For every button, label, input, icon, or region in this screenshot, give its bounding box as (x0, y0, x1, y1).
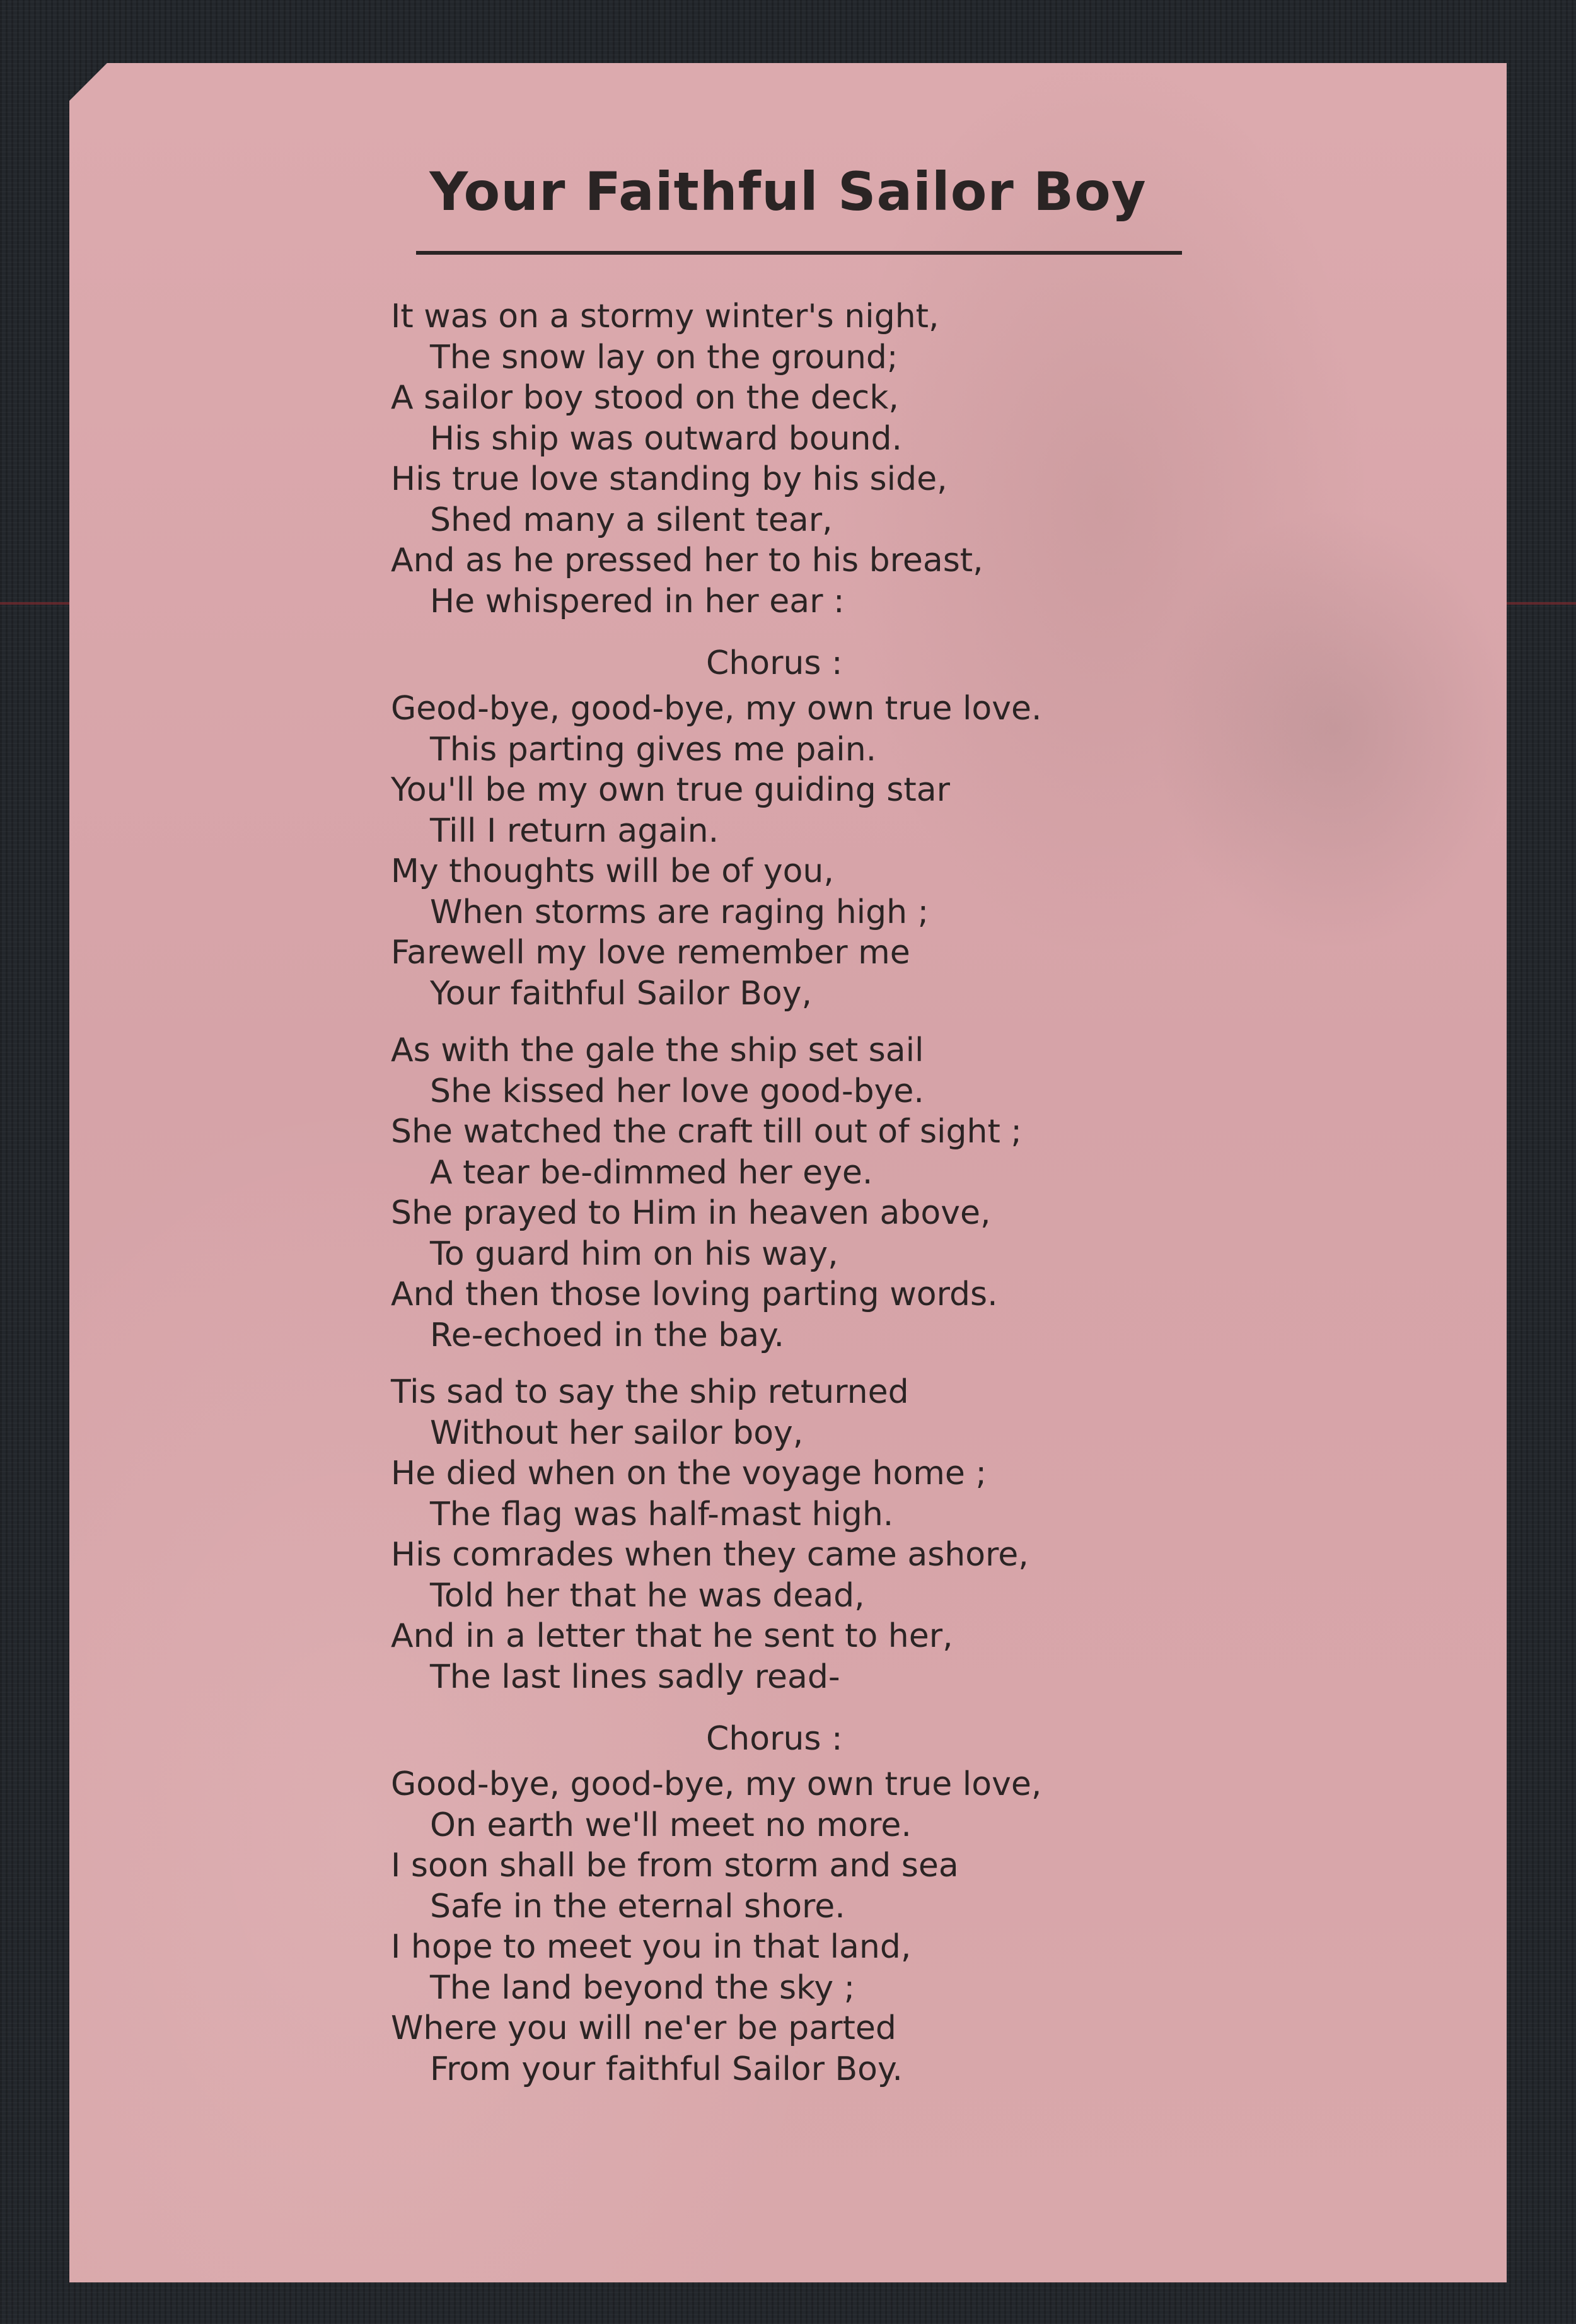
lyric-line: He died when on the voyage home ; (391, 1455, 987, 1492)
lyric-line: Good-bye, good-bye, my own true love, (391, 1765, 1042, 1803)
lyric-line: My thoughts will be of you, (391, 852, 834, 890)
lyric-line: To guard him on his way, (430, 1235, 838, 1273)
lyric-line: Without her sailor boy, (430, 1414, 804, 1452)
lyric-line: This parting gives me pain. (430, 730, 877, 769)
lyric-line: The flag was half-mast high. (430, 1495, 894, 1533)
lyric-line: Shed many a silent tear, (430, 501, 833, 539)
lyric-line: You'll be my own true guiding star (391, 771, 950, 809)
lyric-line: She prayed to Him in heaven above, (391, 1194, 991, 1232)
lyric-line: Tis sad to say the ship returned (391, 1373, 909, 1411)
lyric-line: Farewell my love remember me (391, 934, 910, 972)
song-lyrics (391, 296, 1463, 2106)
lyric-line: Safe in the eternal shore. (430, 1887, 845, 1926)
lyric-line: When storms are raging high ; (430, 893, 929, 931)
song-title: Your Faithful Sailor Boy (429, 161, 1147, 223)
lyric-line: I soon shall be from storm and sea (391, 1847, 959, 1885)
lyric-line: And as he pressed her to his breast, (391, 542, 983, 579)
chorus-label: Chorus : (706, 1720, 843, 1758)
lyric-line: His ship was outward bound. (430, 419, 903, 458)
stanza-chorus-1 (391, 688, 1463, 1014)
lyric-line: Told her that he was dead, (430, 1576, 865, 1615)
lyric-line: As with the gale the ship set sail (391, 1031, 924, 1069)
lyric-line: The last lines sadly read- (430, 1658, 840, 1696)
lyric-line: From your faithful Sailor Boy. (430, 2050, 903, 2088)
lyric-line: A sailor boy stood on the deck, (391, 379, 899, 417)
lyric-line: He whispered in her ear : (430, 582, 845, 620)
lyric-line: A tear be-dimmed her eye. (430, 1153, 873, 1192)
lyric-line: Your faithful Sailor Boy, (430, 974, 813, 1013)
lyric-line: The snow lay on the ground; (430, 338, 898, 376)
lyric-line: Geod-bye, good-bye, my own true love. (391, 690, 1042, 728)
lyric-line: His comrades when they came ashore, (391, 1536, 1029, 1574)
lyric-line: It was on a stormy winter's night, (391, 298, 939, 335)
lyric-line: His true love standing by his side, (391, 460, 947, 498)
lyric-line: Where you will ne'er be parted (391, 2009, 896, 2047)
stanza-chorus-2 (391, 1764, 1463, 2089)
stanza-3 (391, 1372, 1463, 1697)
title-underline (416, 251, 1182, 255)
lyric-line: The land beyond the sky ; (430, 1968, 855, 2007)
lyric-line: Till I return again. (430, 811, 719, 850)
stanza-2 (391, 1030, 1463, 1356)
stanza-1 (391, 296, 1463, 622)
lyric-line: And in a letter that he sent to her, (391, 1617, 953, 1655)
lyric-line: On earth we'll meet no more. (430, 1806, 912, 1844)
lyric-line: I hope to meet you in that land, (391, 1928, 912, 1966)
lyric-line: And then those loving parting words. (391, 1275, 998, 1313)
lyric-line: She watched the craft till out of sight ; (391, 1113, 1022, 1151)
lyric-line: Re-echoed in the bay. (430, 1316, 784, 1354)
chorus-label: Chorus : (706, 644, 843, 682)
lyric-line: She kissed her love good-bye. (430, 1072, 924, 1110)
